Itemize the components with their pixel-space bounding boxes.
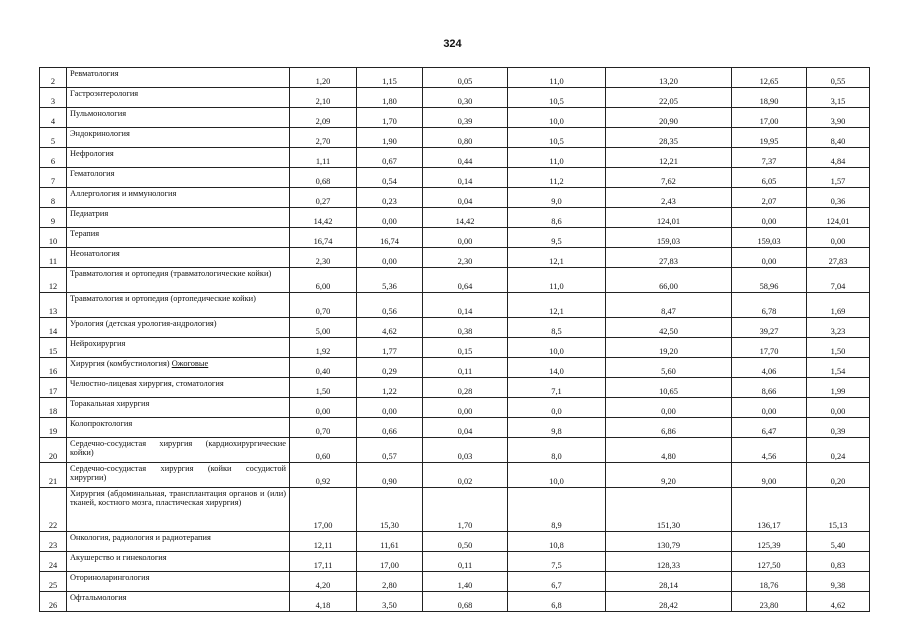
table-row — [40, 208, 870, 228]
value-cell: 0,68 — [423, 592, 508, 612]
value-cell: 6,8 — [508, 592, 606, 612]
value-cell: 0,00 — [807, 228, 870, 248]
value-cell: 1,90 — [357, 128, 423, 148]
table-row — [40, 68, 870, 88]
value-cell: 12,1 — [508, 293, 606, 318]
value-cell: 16,74 — [357, 228, 423, 248]
value-cell: 3,23 — [807, 318, 870, 338]
value-cell: 39,27 — [732, 318, 807, 338]
row-number: 24 — [40, 552, 67, 572]
row-number: 26 — [40, 592, 67, 612]
value-cell: 10,5 — [508, 128, 606, 148]
value-cell: 2,30 — [290, 248, 357, 268]
department-name-text: Гематология — [70, 169, 115, 178]
value-cell: 124,01 — [807, 208, 870, 228]
row-number: 13 — [40, 293, 67, 318]
value-cell: 9,8 — [508, 418, 606, 438]
row-number: 23 — [40, 532, 67, 552]
value-cell: 0,00 — [357, 208, 423, 228]
value-cell: 11,0 — [508, 268, 606, 293]
department-name-text: Хирургия (комбустиология) — [70, 359, 170, 368]
department-name — [67, 592, 290, 612]
value-cell: 0,80 — [423, 128, 508, 148]
department-name-text: Ревматология — [70, 69, 119, 78]
department-name — [67, 68, 290, 88]
value-cell: 0,00 — [357, 398, 423, 418]
department-name-text: Пульмонология — [70, 109, 127, 118]
value-cell: 159,03 — [732, 228, 807, 248]
value-cell: 1,54 — [807, 358, 870, 378]
department-name — [67, 438, 290, 463]
row-number: 19 — [40, 418, 67, 438]
value-cell: 151,30 — [606, 488, 732, 532]
page-number: 324 — [443, 38, 462, 50]
value-cell: 1,99 — [807, 378, 870, 398]
table-row — [40, 293, 870, 318]
value-cell: 0,36 — [807, 188, 870, 208]
table-row — [40, 418, 870, 438]
value-cell: 3,50 — [357, 592, 423, 612]
table-row — [40, 128, 870, 148]
row-number: 25 — [40, 572, 67, 592]
department-name-text: Акушерство и гинекология — [70, 553, 167, 562]
value-cell: 17,00 — [732, 108, 807, 128]
value-cell: 9,0 — [508, 188, 606, 208]
table-row — [40, 552, 870, 572]
value-cell: 28,42 — [606, 592, 732, 612]
department-name — [67, 398, 290, 418]
value-cell: 7,04 — [807, 268, 870, 293]
table-row — [40, 358, 870, 378]
department-name — [67, 148, 290, 168]
value-cell: 14,0 — [508, 358, 606, 378]
value-cell: 12,11 — [290, 532, 357, 552]
value-cell: 1,92 — [290, 338, 357, 358]
value-cell: 124,01 — [606, 208, 732, 228]
value-cell: 8,5 — [508, 318, 606, 338]
value-cell: 0,56 — [357, 293, 423, 318]
department-name — [67, 108, 290, 128]
value-cell: 1,77 — [357, 338, 423, 358]
table-row — [40, 88, 870, 108]
value-cell: 6,05 — [732, 168, 807, 188]
row-number: 22 — [40, 488, 67, 532]
value-cell: 7,1 — [508, 378, 606, 398]
value-cell: 0,0 — [508, 398, 606, 418]
value-cell: 0,00 — [290, 398, 357, 418]
value-cell: 16,74 — [290, 228, 357, 248]
value-cell: 4,84 — [807, 148, 870, 168]
table-row — [40, 108, 870, 128]
value-cell: 7,62 — [606, 168, 732, 188]
department-name-text: Терапия — [70, 229, 100, 238]
table-body — [40, 68, 870, 612]
row-number: 15 — [40, 338, 67, 358]
department-name — [67, 248, 290, 268]
department-name — [67, 463, 290, 488]
table-row — [40, 398, 870, 418]
department-name — [67, 268, 290, 293]
value-cell: 0,67 — [357, 148, 423, 168]
department-name-text: Офтальмология — [70, 593, 127, 602]
value-cell: 0,92 — [290, 463, 357, 488]
value-cell: 11,0 — [508, 68, 606, 88]
table-row — [40, 532, 870, 552]
value-cell: 1,57 — [807, 168, 870, 188]
value-cell: 0,57 — [357, 438, 423, 463]
row-number: 4 — [40, 108, 67, 128]
row-number: 17 — [40, 378, 67, 398]
row-number: 21 — [40, 463, 67, 488]
value-cell: 0,54 — [357, 168, 423, 188]
department-name-text: Онкология, радиология и радиотерапия — [70, 533, 211, 542]
value-cell: 6,47 — [732, 418, 807, 438]
value-cell: 0,00 — [732, 398, 807, 418]
value-cell: 0,55 — [807, 68, 870, 88]
department-name — [67, 418, 290, 438]
department-name — [67, 338, 290, 358]
department-name-text: Сердечно-сосудистая хирургия (койки сосудистой хирургии) — [70, 464, 286, 482]
value-cell: 0,05 — [423, 68, 508, 88]
value-cell: 2,09 — [290, 108, 357, 128]
value-cell: 3,15 — [807, 88, 870, 108]
department-name — [67, 293, 290, 318]
value-cell: 0,70 — [290, 293, 357, 318]
value-cell: 0,20 — [807, 463, 870, 488]
department-name — [67, 318, 290, 338]
department-name — [67, 378, 290, 398]
value-cell: 2,43 — [606, 188, 732, 208]
table-row — [40, 592, 870, 612]
table-row — [40, 268, 870, 293]
value-cell: 0,03 — [423, 438, 508, 463]
department-name-text: Нейрохирургия — [70, 339, 126, 348]
value-cell: 2,80 — [357, 572, 423, 592]
value-cell: 0,00 — [606, 398, 732, 418]
value-cell: 20,90 — [606, 108, 732, 128]
value-cell: 0,38 — [423, 318, 508, 338]
value-cell: 10,0 — [508, 338, 606, 358]
department-name — [67, 228, 290, 248]
department-name — [67, 358, 290, 378]
value-cell: 0,15 — [423, 338, 508, 358]
value-cell: 1,80 — [357, 88, 423, 108]
value-cell: 11,61 — [357, 532, 423, 552]
value-cell: 0,40 — [290, 358, 357, 378]
value-cell: 8,40 — [807, 128, 870, 148]
row-number: 14 — [40, 318, 67, 338]
value-cell: 136,17 — [732, 488, 807, 532]
value-cell: 23,80 — [732, 592, 807, 612]
value-cell: 12,1 — [508, 248, 606, 268]
value-cell: 10,5 — [508, 88, 606, 108]
value-cell: 7,5 — [508, 552, 606, 572]
value-cell: 1,20 — [290, 68, 357, 88]
value-cell: 22,05 — [606, 88, 732, 108]
table-row — [40, 228, 870, 248]
value-cell: 15,30 — [357, 488, 423, 532]
value-cell: 27,83 — [606, 248, 732, 268]
value-cell: 0,66 — [357, 418, 423, 438]
table-row — [40, 488, 870, 532]
value-cell: 12,65 — [732, 68, 807, 88]
value-cell: 2,70 — [290, 128, 357, 148]
value-cell: 0,39 — [807, 418, 870, 438]
department-name-text: Эндокринология — [70, 129, 130, 138]
value-cell: 8,9 — [508, 488, 606, 532]
row-number: 7 — [40, 168, 67, 188]
table-row — [40, 338, 870, 358]
row-number: 12 — [40, 268, 67, 293]
row-number: 16 — [40, 358, 67, 378]
department-name-text: Нефрология — [70, 149, 114, 158]
value-cell: 27,83 — [807, 248, 870, 268]
value-cell: 66,00 — [606, 268, 732, 293]
department-name-text: Урология (детская урология-андрология) — [70, 319, 217, 328]
value-cell: 5,60 — [606, 358, 732, 378]
value-cell: 5,40 — [807, 532, 870, 552]
table-row — [40, 188, 870, 208]
department-name-text: Сердечно-сосудистая хирургия (кардиохирургические койки) — [70, 439, 286, 457]
department-name-text: Хирургия (абдоминальная, трансплантация органов и (или) тканей, костного мозга, пластическая хирургия) — [70, 489, 286, 507]
value-cell: 18,90 — [732, 88, 807, 108]
value-cell: 1,11 — [290, 148, 357, 168]
value-cell: 0,04 — [423, 188, 508, 208]
department-name-text: Аллергология и иммунология — [70, 189, 177, 198]
value-cell: 2,10 — [290, 88, 357, 108]
value-cell: 14,42 — [290, 208, 357, 228]
value-cell: 0,02 — [423, 463, 508, 488]
value-cell: 0,00 — [732, 248, 807, 268]
row-number: 11 — [40, 248, 67, 268]
value-cell: 6,00 — [290, 268, 357, 293]
table-row — [40, 248, 870, 268]
value-cell: 9,38 — [807, 572, 870, 592]
table-row — [40, 378, 870, 398]
value-cell: 0,68 — [290, 168, 357, 188]
row-number: 20 — [40, 438, 67, 463]
table-row — [40, 463, 870, 488]
department-name-text: Травматология и ортопедия (ортопедические койки) — [70, 294, 256, 303]
department-name — [67, 128, 290, 148]
value-cell: 0,44 — [423, 148, 508, 168]
value-cell: 1,50 — [290, 378, 357, 398]
department-name — [67, 488, 290, 532]
value-cell: 0,00 — [807, 398, 870, 418]
value-cell: 17,00 — [290, 488, 357, 532]
department-name-extra: Ожоговые — [171, 359, 209, 368]
department-name-text: Неонатология — [70, 249, 120, 258]
value-cell: 2,07 — [732, 188, 807, 208]
value-cell: 0,39 — [423, 108, 508, 128]
value-cell: 4,56 — [732, 438, 807, 463]
row-number: 18 — [40, 398, 67, 418]
value-cell: 10,0 — [508, 463, 606, 488]
department-name — [67, 188, 290, 208]
value-cell: 10,65 — [606, 378, 732, 398]
table-row — [40, 572, 870, 592]
value-cell: 4,62 — [357, 318, 423, 338]
department-name-text: Торакальная хирургия — [70, 399, 150, 408]
value-cell: 0,14 — [423, 293, 508, 318]
value-cell: 0,00 — [423, 398, 508, 418]
value-cell: 0,70 — [290, 418, 357, 438]
value-cell: 12,21 — [606, 148, 732, 168]
value-cell: 19,95 — [732, 128, 807, 148]
row-number: 3 — [40, 88, 67, 108]
department-name-text: Педиатрия — [70, 209, 109, 218]
value-cell: 0,11 — [423, 358, 508, 378]
value-cell: 1,22 — [357, 378, 423, 398]
value-cell: 1,15 — [357, 68, 423, 88]
department-name-text: Колопроктология — [70, 419, 133, 428]
bed-capacity-table — [39, 67, 870, 612]
value-cell: 17,00 — [357, 552, 423, 572]
value-cell: 10,8 — [508, 532, 606, 552]
value-cell: 10,0 — [508, 108, 606, 128]
value-cell: 0,29 — [357, 358, 423, 378]
value-cell: 0,90 — [357, 463, 423, 488]
value-cell: 0,30 — [423, 88, 508, 108]
department-name-text: Челюстно-лицевая хирургия, стоматология — [70, 379, 224, 388]
row-number: 2 — [40, 68, 67, 88]
value-cell: 127,50 — [732, 552, 807, 572]
value-cell: 0,04 — [423, 418, 508, 438]
value-cell: 9,20 — [606, 463, 732, 488]
department-name — [67, 532, 290, 552]
value-cell: 1,70 — [423, 488, 508, 532]
value-cell: 17,11 — [290, 552, 357, 572]
value-cell: 58,96 — [732, 268, 807, 293]
value-cell: 6,7 — [508, 572, 606, 592]
value-cell: 8,6 — [508, 208, 606, 228]
value-cell: 18,76 — [732, 572, 807, 592]
row-number: 5 — [40, 128, 67, 148]
row-number: 10 — [40, 228, 67, 248]
value-cell: 1,40 — [423, 572, 508, 592]
department-name — [67, 572, 290, 592]
value-cell: 128,33 — [606, 552, 732, 572]
value-cell: 0,00 — [732, 208, 807, 228]
value-cell: 7,37 — [732, 148, 807, 168]
value-cell: 0,00 — [357, 248, 423, 268]
table-row — [40, 168, 870, 188]
value-cell: 1,70 — [357, 108, 423, 128]
value-cell: 0,23 — [357, 188, 423, 208]
value-cell: 6,86 — [606, 418, 732, 438]
value-cell: 0,60 — [290, 438, 357, 463]
value-cell: 1,50 — [807, 338, 870, 358]
value-cell: 130,79 — [606, 532, 732, 552]
value-cell: 11,2 — [508, 168, 606, 188]
department-name — [67, 88, 290, 108]
value-cell: 28,14 — [606, 572, 732, 592]
value-cell: 5,00 — [290, 318, 357, 338]
value-cell: 42,50 — [606, 318, 732, 338]
department-name-text: Травматология и ортопедия (травматологические койки) — [70, 269, 272, 278]
value-cell: 4,06 — [732, 358, 807, 378]
value-cell: 15,13 — [807, 488, 870, 532]
value-cell: 14,42 — [423, 208, 508, 228]
row-number: 9 — [40, 208, 67, 228]
value-cell: 11,0 — [508, 148, 606, 168]
value-cell: 17,70 — [732, 338, 807, 358]
value-cell: 0,14 — [423, 168, 508, 188]
table-row — [40, 318, 870, 338]
value-cell: 0,24 — [807, 438, 870, 463]
value-cell: 0,11 — [423, 552, 508, 572]
value-cell: 0,00 — [423, 228, 508, 248]
value-cell: 28,35 — [606, 128, 732, 148]
department-name — [67, 208, 290, 228]
value-cell: 5,36 — [357, 268, 423, 293]
value-cell: 8,0 — [508, 438, 606, 463]
department-name-text: Гастроэнтерология — [70, 89, 139, 98]
value-cell: 0,64 — [423, 268, 508, 293]
value-cell: 19,20 — [606, 338, 732, 358]
value-cell: 0,50 — [423, 532, 508, 552]
department-name-text: Оториноларингология — [70, 573, 150, 582]
row-number: 6 — [40, 148, 67, 168]
value-cell: 159,03 — [606, 228, 732, 248]
value-cell: 6,78 — [732, 293, 807, 318]
department-name — [67, 552, 290, 572]
value-cell: 13,20 — [606, 68, 732, 88]
value-cell: 8,47 — [606, 293, 732, 318]
table-row — [40, 438, 870, 463]
value-cell: 4,80 — [606, 438, 732, 463]
value-cell: 0,28 — [423, 378, 508, 398]
value-cell: 4,62 — [807, 592, 870, 612]
value-cell: 8,66 — [732, 378, 807, 398]
value-cell: 0,83 — [807, 552, 870, 572]
value-cell: 4,20 — [290, 572, 357, 592]
value-cell: 125,39 — [732, 532, 807, 552]
value-cell: 9,5 — [508, 228, 606, 248]
value-cell: 1,69 — [807, 293, 870, 318]
table-row — [40, 148, 870, 168]
department-name — [67, 168, 290, 188]
value-cell: 3,90 — [807, 108, 870, 128]
value-cell: 0,27 — [290, 188, 357, 208]
value-cell: 2,30 — [423, 248, 508, 268]
row-number: 8 — [40, 188, 67, 208]
value-cell: 4,18 — [290, 592, 357, 612]
value-cell: 9,00 — [732, 463, 807, 488]
